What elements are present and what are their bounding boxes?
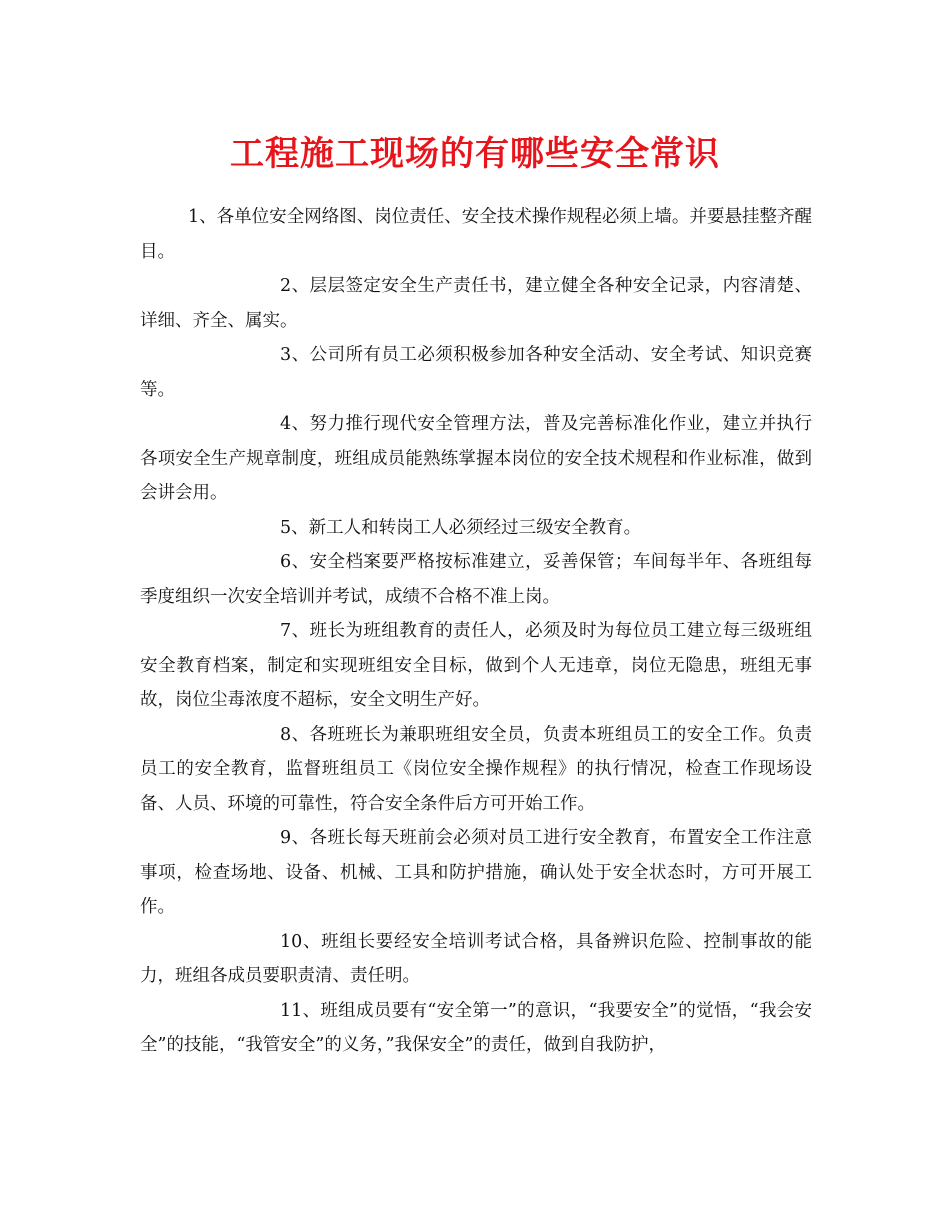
paragraph-item-3: 3、公司所有员工必须积极参加各种安全活动、安全考试、知识竞赛等。 (140, 345, 812, 400)
paragraph-item-9: 9、各班长每天班前会必须对员工进行安全教育，布置安全工作注意事项，检查场地、设备、机械、工具和防护措施，确认处于安全状态时，方可开展工作。 (140, 828, 812, 917)
paragraph-item-11: 11、班组成员要有“安全第一”的意识，“我要安全”的觉悟，“我会安全”的技能，“我管安全”的义务，”我保安全”的责任，做到自我防护， (140, 1000, 812, 1055)
paragraph-item-6: 6、安全档案要严格按标准建立，妥善保管；车间每半年、各班组每季度组织一次安全培训并考试，成绩不合格不准上岗。 (140, 552, 812, 607)
document-title: 工程施工现场的有哪些安全常识 (230, 134, 720, 174)
paragraph-item-10: 10、班组长要经安全培训考试合格，具备辨识危险、控制事故的能力，班组各成员要职责清、责任明。 (140, 931, 812, 986)
paragraph-item-2: 2、层层签定安全生产责任书，建立健全各种安全记录，内容清楚、详细、齐全、属实。 (140, 276, 812, 331)
paragraph-item-8: 8、各班班长为兼职班组安全员，负责本班组员工的安全工作。负责员工的安全教育，监督班组员工《岗位安全操作规程》的执行情况，检查工作现场设备、人员、环境的可靠性，符合安全条件后方可开始工作。 (140, 724, 812, 814)
paragraph-item-4: 4、努力推行现代安全管理方法，普及完善标准化作业，建立并执行各项安全生产规章制度，班组成员能熟练掌握本岗位的安全技术规程和作业标准，做到会讲会用。 (140, 414, 812, 503)
paragraph-item-1: 1、各单位安全网络图、岗位责任、安全技术操作规程必须上墙。并要悬挂整齐醒目。 (140, 207, 812, 262)
paragraph-item-7: 7、班长为班组教育的责任人，必须及时为每位员工建立每三级班组安全教育档案，制定和实现班组安全目标，做到个人无违章，岗位无隐患，班组无事故，岗位尘毒浓度不超标，安全文明生产好。 (140, 621, 812, 710)
document-body (140, 200, 812, 1063)
paragraph-item-5: 5、新工人和转岗工人必须经过三级安全教育。 (280, 517, 642, 538)
